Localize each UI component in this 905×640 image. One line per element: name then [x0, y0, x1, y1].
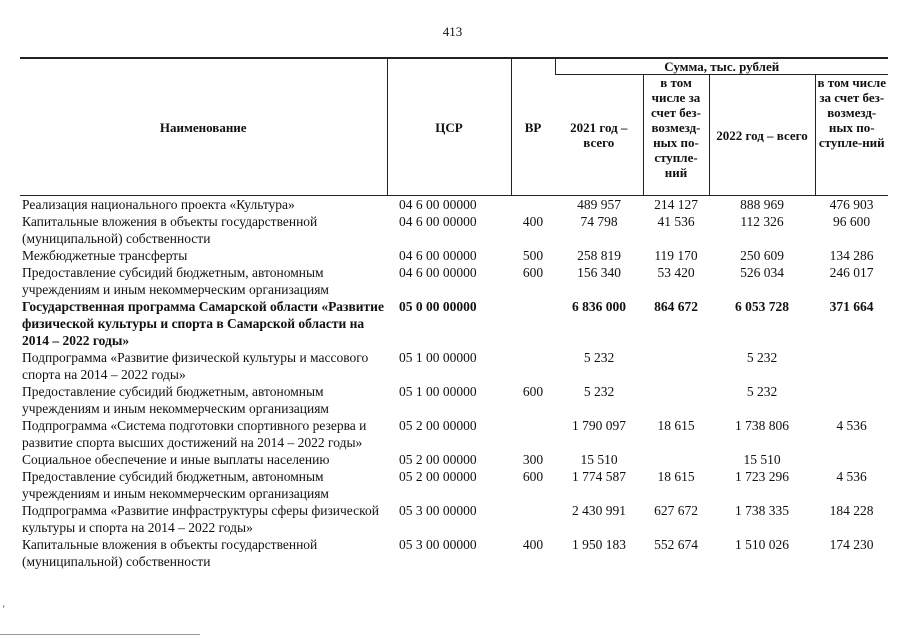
row-2021-total: 156 340 — [577, 265, 621, 280]
row-csr: 05 3 00 00000 — [399, 537, 477, 552]
header-sum: Сумма, тыс. рублей — [555, 58, 888, 75]
table-row — [20, 451, 888, 468]
page-number: 413 — [442, 24, 463, 39]
row-2022-bezv: 4 536 — [836, 469, 867, 484]
row-csr: 05 1 00 00000 — [399, 350, 477, 365]
row-csr: 05 3 00 00000 — [399, 503, 477, 518]
row-2021-bezv — [643, 349, 709, 383]
header-2021-bezv: в том числе за счет без-возмезд-ных по-ступле-ний — [643, 75, 709, 196]
row-vr: 300 — [522, 452, 544, 467]
row-vr — [511, 417, 555, 451]
row-csr: 05 2 00 00000 — [399, 452, 477, 467]
row-2022-bezv: 371 664 — [829, 299, 874, 314]
row-vr: 500 — [522, 248, 544, 263]
header-2022-total: 2022 год – всего — [709, 75, 815, 196]
row-csr: 05 2 00 00000 — [399, 469, 477, 484]
row-2022-total: 1 738 335 — [735, 503, 789, 518]
row-2022-total: 888 969 — [740, 197, 784, 212]
row-2021-bezv — [643, 383, 709, 417]
row-name: Подпрограмма «Развитие физической культуры и массового спорта на 2014 – 2022 годы» — [22, 350, 369, 382]
row-2022-total: 1 723 296 — [735, 469, 789, 484]
row-name: Государственная программа Самарской области «Развитие физической культуры и спорта в Самарской области на 2014 – 2022 годы» — [22, 299, 384, 348]
row-vr: 600 — [522, 265, 544, 280]
table-row — [20, 349, 888, 383]
row-2021-total: 258 819 — [577, 248, 621, 263]
row-name: Реализация национального проекта «Культура» — [22, 197, 295, 212]
row-2021-bezv: 18 615 — [657, 469, 695, 484]
row-vr — [511, 196, 555, 214]
row-2021-bezv — [643, 451, 709, 468]
row-2022-bezv: 174 230 — [829, 537, 874, 552]
row-name: Социальное обеспечение и иные выплаты населению — [22, 452, 330, 467]
row-2021-bezv: 864 672 — [654, 299, 698, 314]
row-2021-total: 74 798 — [580, 214, 618, 229]
row-2022-bezv: 184 228 — [829, 503, 874, 518]
row-2021-bezv: 119 170 — [654, 248, 698, 263]
row-csr: 04 6 00 00000 — [399, 197, 477, 212]
header-2022-bezv: в том числе за счет без-возмезд-ных по-ступле-ний — [815, 75, 888, 196]
table-row — [20, 536, 888, 570]
row-2021-total: 489 957 — [577, 197, 621, 212]
row-vr — [511, 298, 555, 349]
row-vr: 400 — [522, 214, 544, 229]
row-2022-bezv — [815, 349, 888, 383]
table-row — [20, 383, 888, 417]
row-2022-bezv: 4 536 — [836, 418, 867, 433]
table-body — [20, 196, 888, 571]
row-vr — [511, 349, 555, 383]
row-csr: 04 6 00 00000 — [399, 265, 477, 280]
table-row — [20, 196, 888, 214]
row-2022-total: 15 510 — [743, 452, 781, 467]
row-2022-total: 5 232 — [746, 384, 778, 399]
header-csr: ЦСР — [387, 58, 511, 196]
row-2021-total: 5 232 — [583, 350, 615, 365]
table-row — [20, 264, 888, 298]
header-name: Наименование — [20, 58, 387, 196]
row-name: Капитальные вложения в объекты государственной (муниципальной) собственности — [22, 214, 318, 246]
row-name: Предоставление субсидий бюджетным, автономным учреждениям и иным некоммерческим организациям — [22, 384, 329, 416]
row-2021-total: 5 232 — [583, 384, 615, 399]
table-row — [20, 468, 888, 502]
row-name: Межбюджетные трансферты — [22, 248, 188, 263]
row-vr: 400 — [522, 537, 544, 552]
row-2021-bezv: 53 420 — [657, 265, 695, 280]
row-name: Подпрограмма «Развитие инфраструктуры сферы физической культуры и спорта на 2014 – 2022 годы» — [22, 503, 379, 535]
row-2021-bezv: 552 674 — [654, 537, 698, 552]
table-row — [20, 247, 888, 264]
row-2022-bezv: 246 017 — [829, 265, 874, 280]
header-vr: ВР — [511, 58, 555, 196]
header-2021-total: 2021 год – всего — [555, 75, 643, 196]
row-2022-total: 6 053 728 — [735, 299, 789, 314]
row-vr: 600 — [522, 469, 544, 484]
row-2022-bezv — [815, 451, 888, 468]
row-2022-total: 112 326 — [740, 214, 784, 229]
row-2021-bezv: 18 615 — [657, 418, 695, 433]
row-2022-bezv: 96 600 — [832, 214, 871, 229]
row-csr: 05 0 00 00000 — [399, 299, 477, 314]
row-2021-bezv: 41 536 — [657, 214, 695, 229]
row-name: Подпрограмма «Система подготовки спортивного резерва и развитие спорта высших достижений на 2014 – 2022 годы» — [22, 418, 367, 450]
row-name: Предоставление субсидий бюджетным, автономным учреждениям и иным некоммерческим организациям — [22, 469, 329, 501]
edge-mark: ʻ — [2, 604, 6, 615]
row-csr: 04 6 00 00000 — [399, 214, 477, 229]
row-2022-total: 1 510 026 — [735, 537, 789, 552]
table-row — [20, 417, 888, 451]
row-2022-total: 5 232 — [746, 350, 778, 365]
row-csr: 05 1 00 00000 — [399, 384, 477, 399]
row-csr: 04 6 00 00000 — [399, 248, 477, 263]
row-2021-total: 2 430 991 — [572, 503, 626, 518]
row-2021-total: 1 950 183 — [572, 537, 626, 552]
row-2022-total: 526 034 — [740, 265, 784, 280]
row-2021-total: 15 510 — [580, 452, 618, 467]
table-row — [20, 298, 888, 349]
row-2022-bezv: 134 286 — [829, 248, 874, 263]
row-csr: 05 2 00 00000 — [399, 418, 477, 433]
row-vr — [511, 502, 555, 536]
row-2021-total: 1 774 587 — [572, 469, 626, 484]
budget-table — [20, 57, 888, 570]
row-2022-bezv — [815, 383, 888, 417]
row-name: Капитальные вложения в объекты государственной (муниципальной) собственности — [22, 537, 318, 569]
row-2022-total: 250 609 — [740, 248, 784, 263]
row-2021-bezv: 214 127 — [654, 197, 698, 212]
bottom-rule — [0, 634, 200, 635]
table-header — [20, 58, 888, 196]
row-vr: 600 — [522, 384, 544, 399]
table-row — [20, 502, 888, 536]
row-2022-total: 1 738 806 — [735, 418, 789, 433]
row-name: Предоставление субсидий бюджетным, автономным учреждениям и иным некоммерческим организациям — [22, 265, 329, 297]
row-2021-total: 1 790 097 — [572, 418, 626, 433]
row-2021-total: 6 836 000 — [572, 299, 626, 314]
table-row — [20, 213, 888, 247]
row-2022-bezv: 476 903 — [829, 197, 874, 212]
row-2021-bezv: 627 672 — [654, 503, 698, 518]
